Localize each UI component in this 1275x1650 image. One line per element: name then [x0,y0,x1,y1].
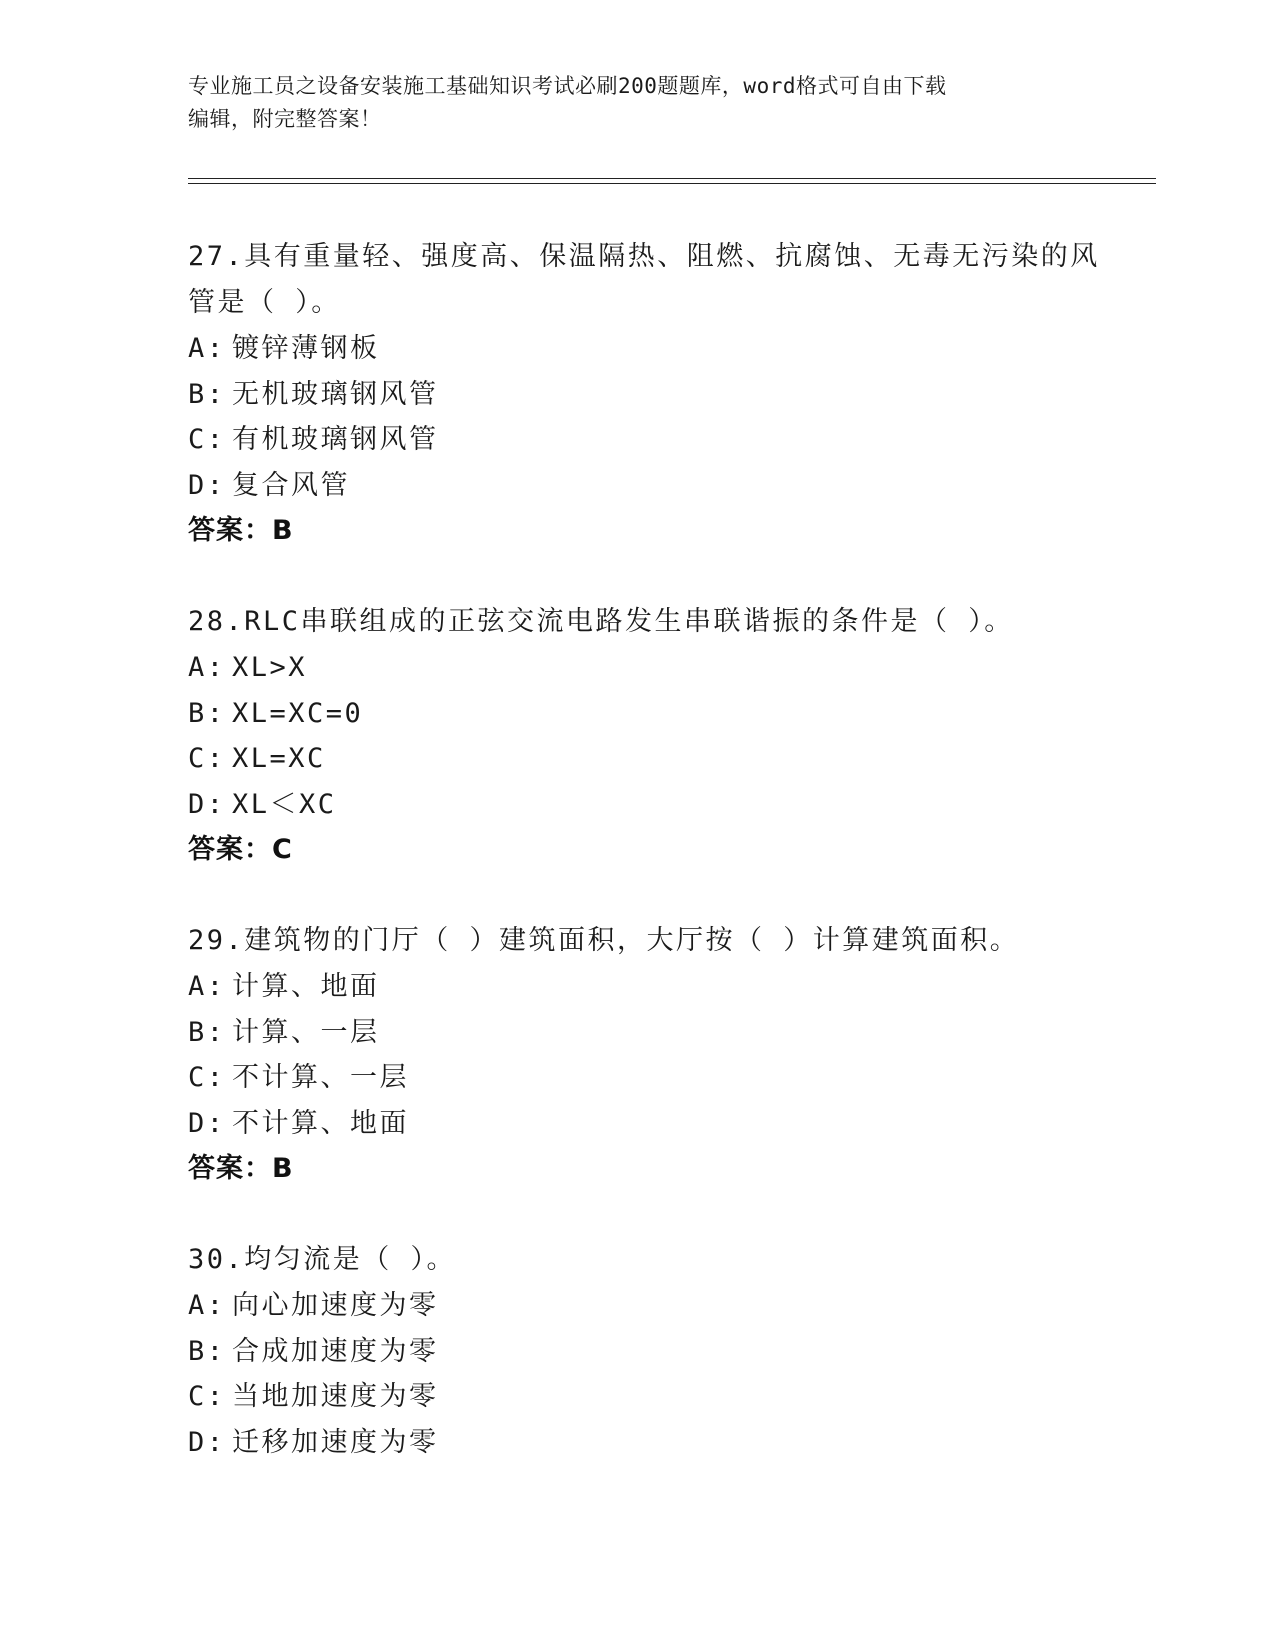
header-divider-bottom [188,183,1156,184]
option-text: XL=XC=0 [232,697,364,729]
answer-option [188,691,1088,737]
option-text: 当地加速度为零 [232,1381,439,1412]
answer-option [188,1010,1088,1056]
option-text: XL>X [232,652,308,683]
header-divider-top [188,178,1156,179]
question-block [188,234,1100,554]
question-stem-line: 27.具有重量轻、强度高、保温隔热、阻燃、抗腐蚀、无毒无污染的风 [188,241,1100,272]
question-stem-line: 28.RLC串联组成的正弦交流电路发生串联谐振的条件是（ ）。 [188,606,1014,637]
option-text: 不计算、地面 [232,1107,409,1139]
option-text: 镀锌薄钢板 [232,333,380,364]
answer-line: 答案：B [188,1153,294,1184]
question-block [188,599,1088,873]
option-key: B: [188,378,226,410]
question-stem-line: 管是（ ）。 [188,287,341,318]
answer-option [188,463,1088,509]
header-line-2: 编辑，附完整答案！ [188,107,382,131]
answer-line: 答案：C [188,834,293,865]
answer-option [188,736,1088,782]
option-key: C: [188,1381,226,1412]
option-key: C: [188,1062,226,1093]
option-key: C: [188,424,226,455]
option-text: XL＜XC [232,788,337,820]
question-block [188,1237,1088,1465]
option-key: D: [188,788,226,820]
option-text: 不计算、一层 [232,1062,409,1093]
option-text: 计算、一层 [232,1016,380,1048]
answer-option [188,964,1088,1010]
option-key: A: [188,1290,226,1321]
answer-option [188,1283,1088,1329]
answer-option [188,645,1088,691]
answer-line: 答案：B [188,515,294,546]
option-key: B: [188,1335,226,1367]
option-key: D: [188,469,226,501]
option-text: XL=XC [232,743,326,774]
answer-option [188,326,1088,372]
answer-option [188,1374,1088,1420]
question-stem-line: 30.均匀流是（ ）。 [188,1244,457,1275]
document-header [188,70,1068,136]
header-line-1: 专业施工员之设备安装施工基础知识考试必刷200题题库，word格式可自由下载 [188,74,947,98]
option-text: 迁移加速度为零 [232,1426,439,1458]
option-key: A: [188,652,226,683]
question-stem-line: 29.建筑物的门厅（ ）建筑面积，大厅按（ ）计算建筑面积。 [188,925,1020,956]
option-key: B: [188,1016,226,1048]
option-text: 复合风管 [232,469,350,501]
question-list [188,234,1100,1510]
answer-option [188,372,1088,418]
option-text: 合成加速度为零 [232,1335,439,1367]
option-key: C: [188,743,226,774]
answer-option [188,1420,1088,1466]
answer-option [188,1329,1088,1375]
option-text: 计算、地面 [232,971,380,1002]
answer-option [188,1055,1088,1101]
option-text: 无机玻璃钢风管 [232,378,439,410]
option-key: A: [188,971,226,1002]
option-key: D: [188,1426,226,1458]
option-text: 有机玻璃钢风管 [232,424,439,455]
answer-option [188,417,1088,463]
option-key: B: [188,697,226,729]
option-key: A: [188,333,226,364]
answer-option [188,782,1088,828]
option-text: 向心加速度为零 [232,1290,439,1321]
option-key: D: [188,1107,226,1139]
answer-option [188,1101,1088,1147]
question-block [188,918,1088,1192]
